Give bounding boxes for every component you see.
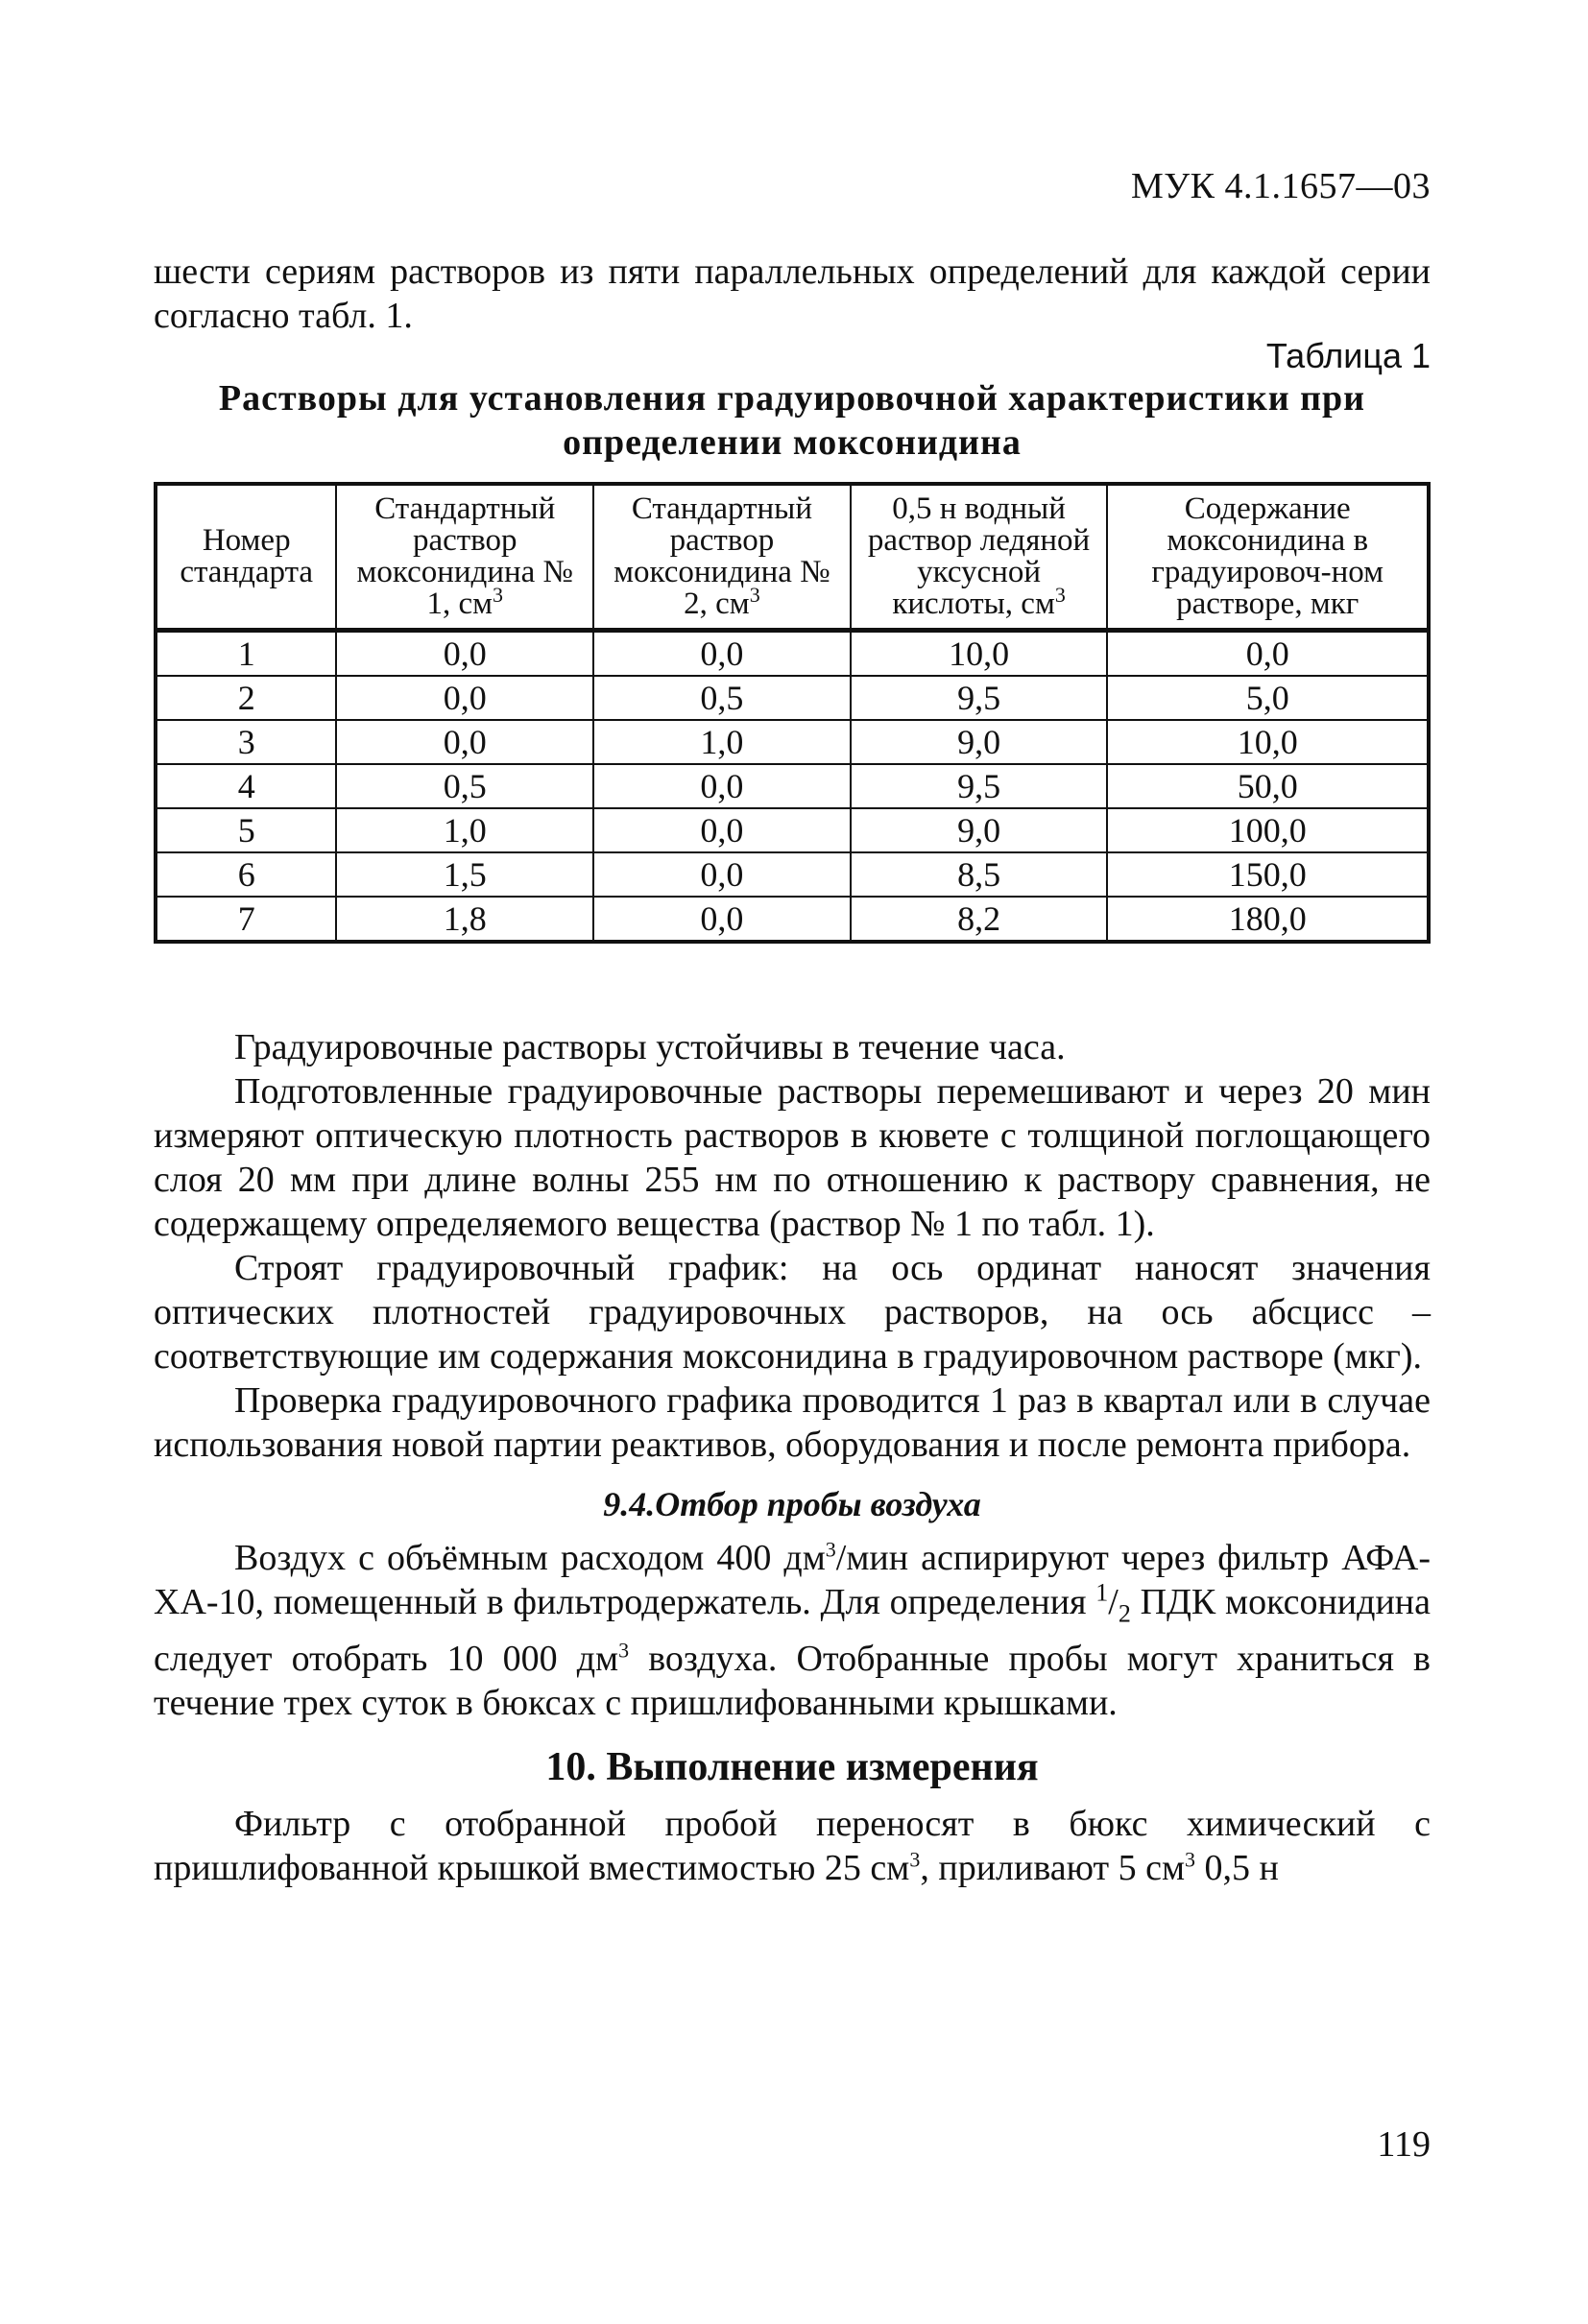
table-row [156, 764, 1429, 808]
table-row [156, 808, 1429, 852]
table-cell: 1 [156, 631, 336, 677]
table-label: Таблица 1 [1265, 336, 1431, 375]
table-cell: 180,0 [1107, 897, 1429, 942]
table-cell: 0,0 [336, 676, 593, 720]
header-standard-number: Номер стандарта [156, 484, 336, 631]
table-row [156, 720, 1429, 764]
paragraph-air-sampling: Воздух с объёмным расходом 400 $дм^3$/мин аспирируют через фильтр АФА-ХА-10, помещенный в фильтродержатель. Для определения $^1/_2$ ПДК моксонидина следует отобрать 10 000 $дм^3$ воздуха. Отобранные пробы могут храниться в течение трех суток в бюксах с пришлифованными крышками. [154, 1537, 1431, 1723]
header-standard-solution-2: Стандартный раствор моксонидина № 2, $см^3$ [593, 484, 851, 631]
paragraph-verification: Проверка градуировочного графика проводится 1 раз в квартал или в случае использования новой партии реактивов, оборудования и после ремонта прибора. [154, 1380, 1431, 1465]
calibration-table [154, 482, 1431, 944]
table-cell: 0,0 [593, 631, 851, 677]
header-acetic-acid: 0,5 н водный раствор ледяной уксусной кислоты, $см^3$ [851, 484, 1108, 631]
table-cell: 0,0 [336, 631, 593, 677]
table-row [156, 852, 1429, 897]
table-cell: 9,0 [851, 720, 1108, 764]
paragraph-graph: Строят градуировочный график: на ось ординат наносят значения оптических плотностей градуировочных растворов, на ось абсцисс – соответствующие им содержания моксонидина в градуировочном растворе (мкг). [154, 1248, 1431, 1377]
table-cell: 1,5 [336, 852, 593, 897]
table-cell: 1,0 [336, 808, 593, 852]
table-cell: 7 [156, 897, 336, 942]
table-cell: 10,0 [1107, 720, 1429, 764]
table-cell: 0,0 [593, 852, 851, 897]
header-moxonidine-content: Содержание моксонидина в градуировоч-ном растворе, мкг [1107, 484, 1429, 631]
table-cell: 0,5 [593, 676, 851, 720]
page-number: 119 [1377, 2124, 1431, 2165]
intro-paragraph: шести сериям растворов из пяти параллельных определений для каждой серии согласно табл. 1. [154, 252, 1431, 336]
table-cell: 3 [156, 720, 336, 764]
section-title: 10. Выполнение измерения [545, 1744, 1039, 1789]
table-cell: 8,2 [851, 897, 1108, 942]
table-cell: 100,0 [1107, 808, 1429, 852]
table-cell: 10,0 [851, 631, 1108, 677]
table-cell: 9,5 [851, 764, 1108, 808]
table-cell: 50,0 [1107, 764, 1429, 808]
paragraph-stability: Градуировочные растворы устойчивы в течение часа. [234, 1027, 1066, 1067]
table-cell: 9,0 [851, 808, 1108, 852]
table-cell: 6 [156, 852, 336, 897]
table-cell: 0,0 [593, 808, 851, 852]
table-cell: 8,5 [851, 852, 1108, 897]
paragraph-procedure: Фильтр с отобранной пробой переносят в бюкс химический с пришлифованной крышкой вместимостью 25 $см^3$, приливают 5 $см^3$ 0,5 н [154, 1803, 1431, 1888]
table-row [156, 897, 1429, 942]
paragraph-measurement: Подготовленные градуировочные растворы перемешивают и через 20 мин измеряют оптическую плотность растворов в кювете с толщиной поглощающего слоя 20 мм при длине волны 255 нм по отношению к раствору сравнения, не содержащему определяемого вещества (раствор № 1 по табл. 1). [154, 1071, 1431, 1244]
table-cell: 1,0 [593, 720, 851, 764]
table-cell: 5,0 [1107, 676, 1429, 720]
table-cell: 0,0 [336, 720, 593, 764]
header-standard-solution-1: Стандартный раствор моксонидина № 1, $см^3$ [336, 484, 593, 631]
table-cell: 4 [156, 764, 336, 808]
subsection-title: 9.4.Отбор пробы воздуха [603, 1485, 981, 1523]
table-row [156, 631, 1429, 677]
table-cell: 0,0 [593, 897, 851, 942]
document-code: МУК 4.1.1657—03 [1130, 166, 1431, 206]
table-cell: 0,5 [336, 764, 593, 808]
table-cell: 9,5 [851, 676, 1108, 720]
table-header-row [156, 484, 1429, 631]
table-cell: 1,8 [336, 897, 593, 942]
body-text [154, 1025, 1431, 1890]
table-cell: 0,0 [593, 764, 851, 808]
table-cell: 0,0 [1107, 631, 1429, 677]
table-title: Растворы для установления градуировочной характеристики при определении моксонидина [218, 378, 1366, 463]
table-cell: 150,0 [1107, 852, 1429, 897]
table-cell: 5 [156, 808, 336, 852]
table-cell: 2 [156, 676, 336, 720]
table-row [156, 676, 1429, 720]
